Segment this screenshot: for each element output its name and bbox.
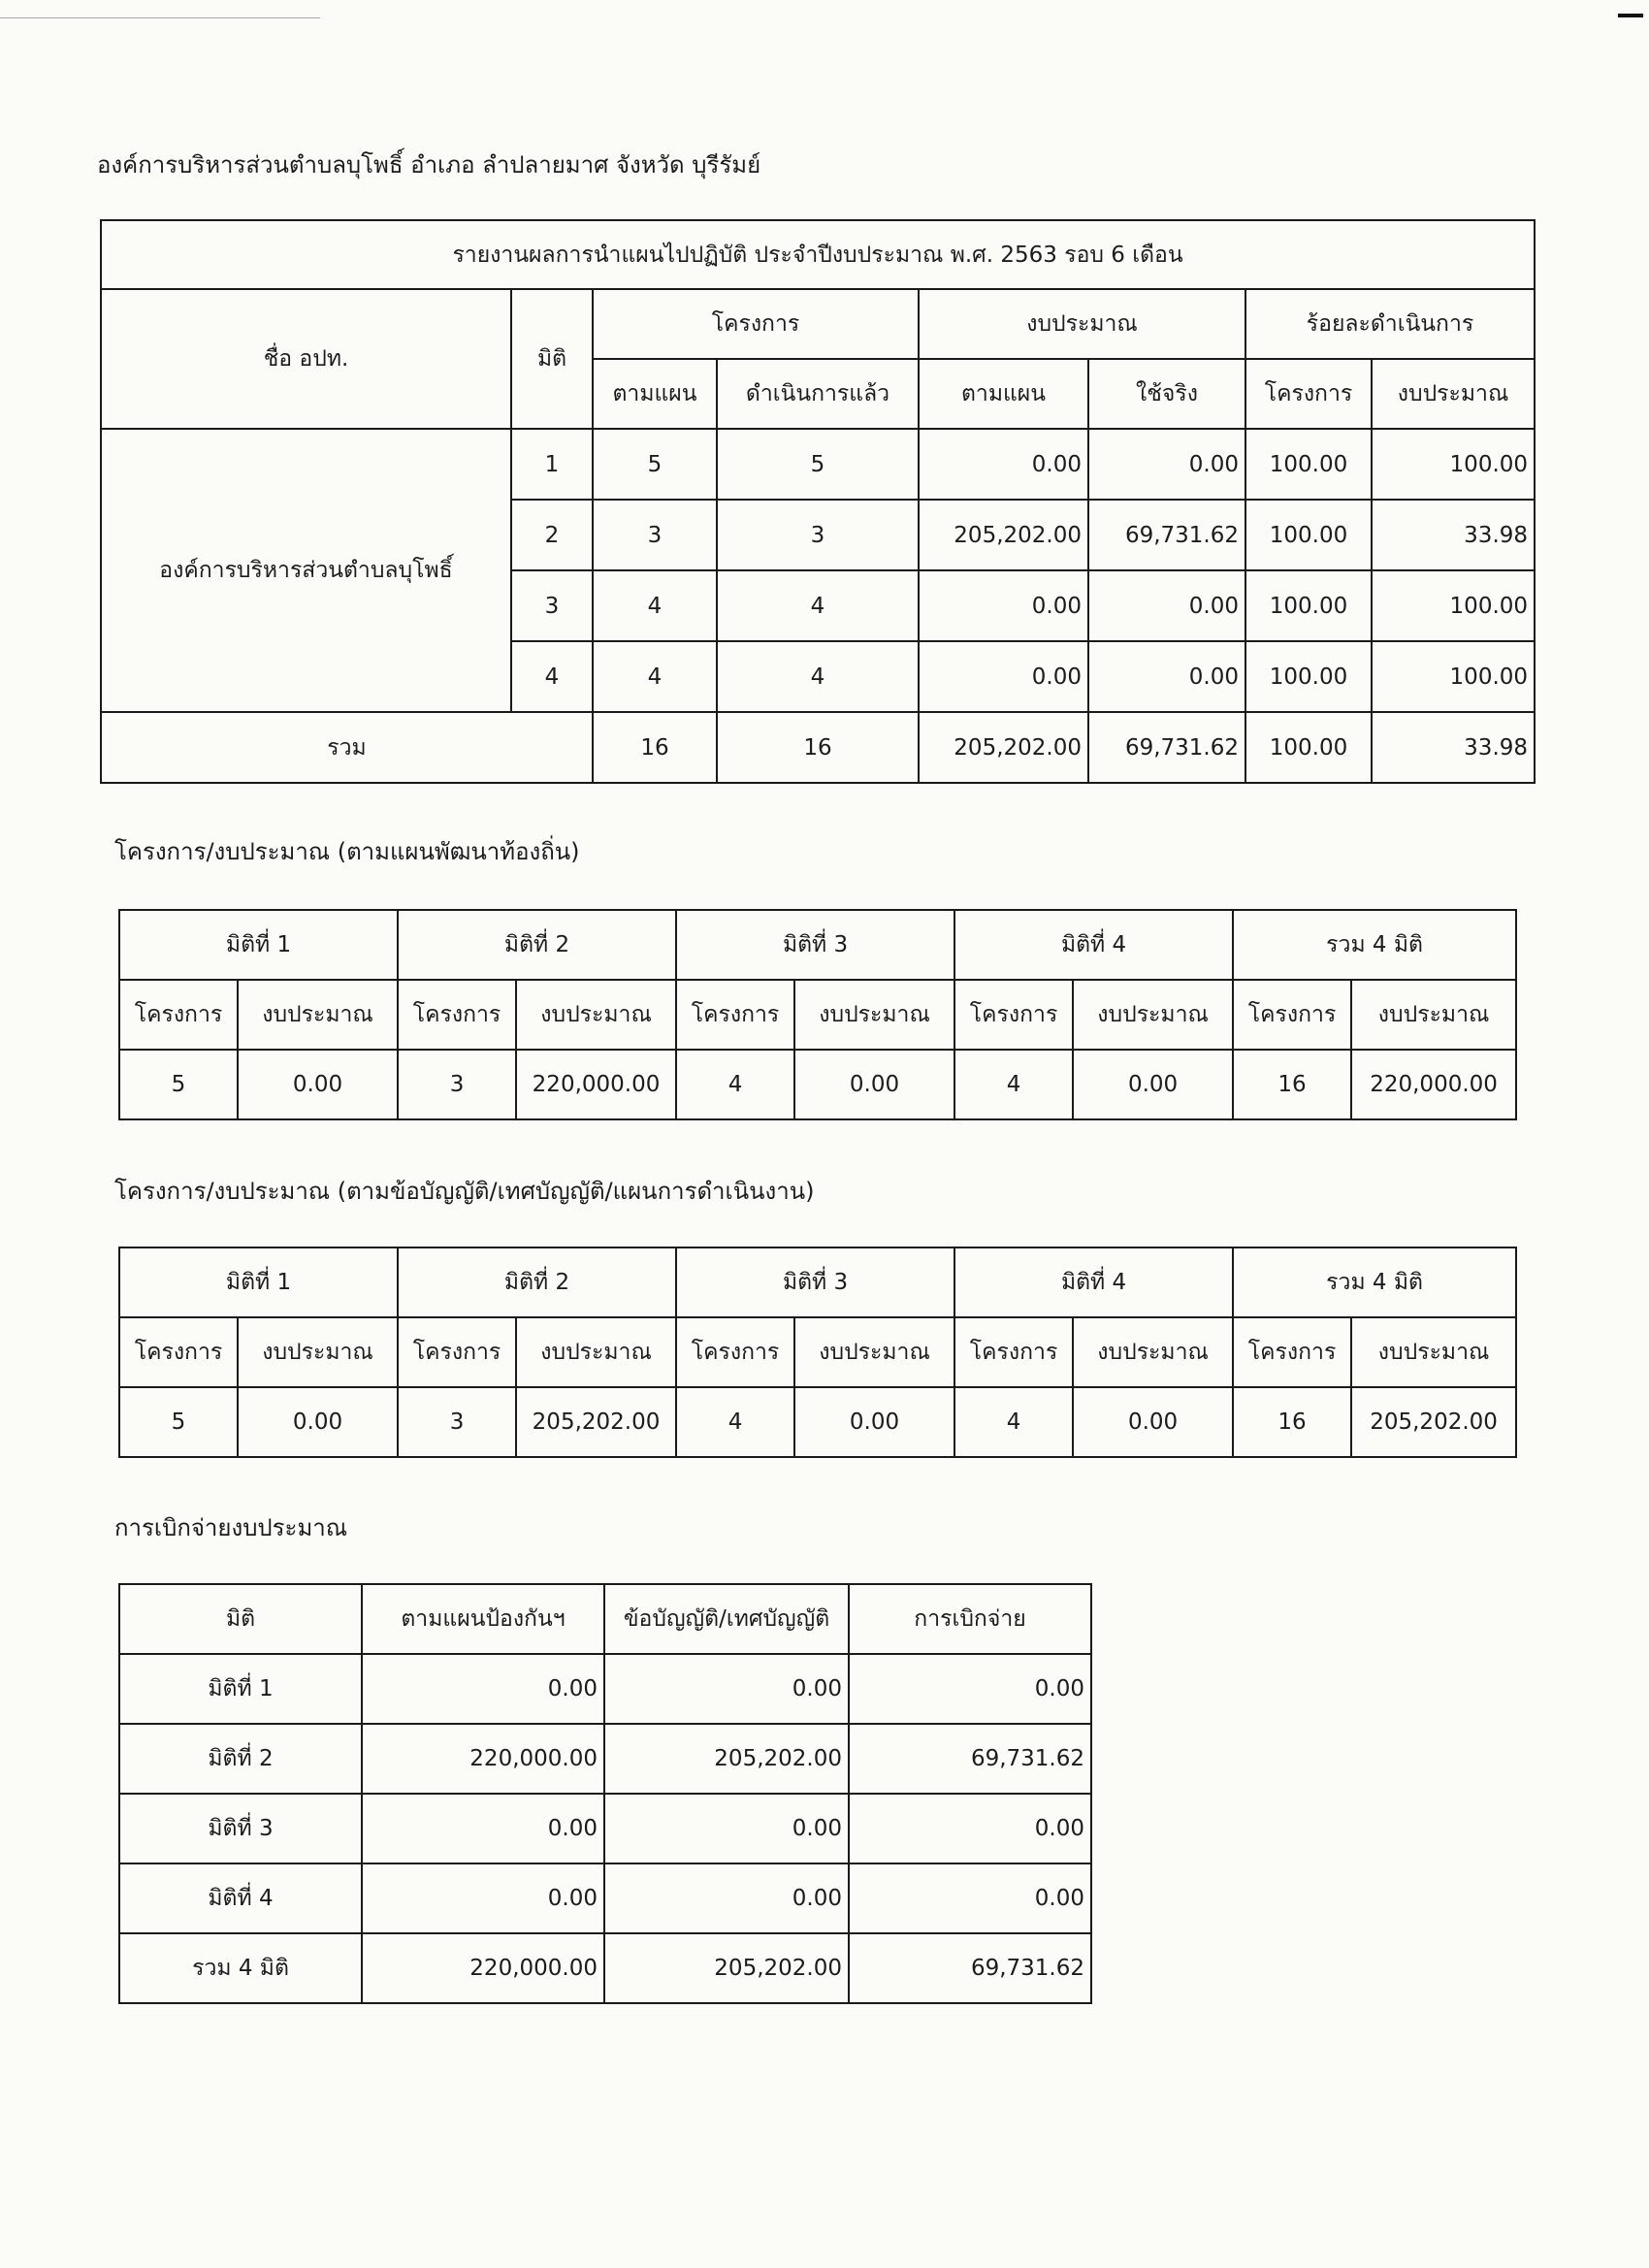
- cell-planned: 4: [593, 641, 717, 712]
- value-cell: 4: [676, 1387, 794, 1457]
- disbursement-heading: การเบิกจ่ายงบประมาณ: [114, 1514, 347, 1541]
- cell-budget-actual: 69,731.62: [1088, 500, 1245, 570]
- total-budget-planned: 205,202.00: [919, 712, 1088, 783]
- table-row: [119, 1794, 1091, 1863]
- value-cell: 3: [398, 1387, 516, 1457]
- cell-pct-budget: 100.00: [1372, 570, 1535, 641]
- cell-budget-planned: 0.00: [919, 570, 1088, 641]
- cell-dimension: มิติที่ 2: [119, 1724, 362, 1794]
- cell-done: 5: [717, 429, 919, 500]
- cell-planned: 3: [593, 500, 717, 570]
- sub-header-budget: งบประมาณ: [1351, 980, 1516, 1050]
- value-cell: 220,000.00: [516, 1050, 676, 1119]
- sub-header-projects: โครงการ: [1233, 980, 1351, 1050]
- total-label: รวม: [101, 712, 593, 783]
- cell-plan: 0.00: [362, 1863, 604, 1933]
- total-header: รวม 4 มิติ: [1233, 910, 1516, 980]
- sub-header-projects: โครงการ: [119, 980, 238, 1050]
- cell-budget-actual: 0.00: [1088, 570, 1245, 641]
- dev-plan-table: [118, 909, 1517, 1120]
- cell-dimension: 4: [511, 641, 593, 712]
- total-planned: 16: [593, 712, 717, 783]
- value-cell: 0.00: [238, 1387, 398, 1457]
- table-row: [101, 429, 1535, 500]
- value-cell: 220,000.00: [1351, 1050, 1516, 1119]
- header-disbursed: การเบิกจ่าย: [849, 1584, 1091, 1654]
- scan-mark: [1618, 14, 1643, 17]
- header-pct-projects: โครงการ: [1245, 359, 1372, 429]
- disbursement-table: [118, 1583, 1092, 2004]
- dim4-header: มิติที่ 4: [954, 910, 1233, 980]
- sub-header-projects: โครงการ: [119, 1317, 238, 1387]
- header-budget: งบประมาณ: [919, 289, 1245, 359]
- dim1-header: มิติที่ 1: [119, 910, 398, 980]
- header-dimension: มิติ: [511, 289, 593, 429]
- org-header: องค์การบริหารส่วนตำบลบุโพธิ์ อำเภอ ลำปลายมาศ จังหวัด บุรีรัมย์: [97, 151, 761, 178]
- cell-budget-actual: 0.00: [1088, 429, 1245, 500]
- sub-header-budget: งบประมาณ: [238, 1317, 398, 1387]
- total-disbursed: 69,731.62: [849, 1933, 1091, 2003]
- report-title: รายงานผลการนำแผนไปปฏิบัติ ประจำปีงบประมาณ พ.ศ. 2563 รอบ 6 เดือน: [101, 220, 1535, 289]
- cell-disbursed: 69,731.62: [849, 1724, 1091, 1794]
- cell-pct-budget: 33.98: [1372, 500, 1535, 570]
- cell-ordinance: 0.00: [604, 1863, 849, 1933]
- cell-ordinance: 0.00: [604, 1794, 849, 1863]
- value-cell: 5: [119, 1387, 238, 1457]
- cell-dimension: มิติที่ 3: [119, 1794, 362, 1863]
- header-budget-actual: ใช้จริง: [1088, 359, 1245, 429]
- sub-header-budget: งบประมาณ: [516, 980, 676, 1050]
- cell-pct-projects: 100.00: [1245, 429, 1372, 500]
- dim1-header: มิติที่ 1: [119, 1247, 398, 1317]
- cell-dimension: มิติที่ 4: [119, 1863, 362, 1933]
- table-row: [119, 1863, 1091, 1933]
- value-cell: 0.00: [1073, 1387, 1233, 1457]
- sub-header-projects: โครงการ: [676, 1317, 794, 1387]
- value-cell: 3: [398, 1050, 516, 1119]
- value-cell: 4: [676, 1050, 794, 1119]
- cell-done: 4: [717, 570, 919, 641]
- total-pct-budget: 33.98: [1372, 712, 1535, 783]
- cell-budget-planned: 0.00: [919, 641, 1088, 712]
- cell-planned: 5: [593, 429, 717, 500]
- cell-dimension: มิติที่ 1: [119, 1654, 362, 1724]
- cell-pct-projects: 100.00: [1245, 641, 1372, 712]
- scan-mark: [0, 17, 320, 18]
- cell-done: 3: [717, 500, 919, 570]
- cell-disbursed: 0.00: [849, 1863, 1091, 1933]
- cell-disbursed: 0.00: [849, 1654, 1091, 1724]
- cell-dimension: 1: [511, 429, 593, 500]
- header-done: ดำเนินการแล้ว: [717, 359, 919, 429]
- cell-pct-budget: 100.00: [1372, 429, 1535, 500]
- sub-header-budget: งบประมาณ: [238, 980, 398, 1050]
- total-row: [101, 712, 1535, 783]
- value-cell: 16: [1233, 1050, 1351, 1119]
- dim3-header: มิติที่ 3: [676, 1247, 954, 1317]
- dev-plan-heading: โครงการ/งบประมาณ (ตามแผนพัฒนาท้องถิ่น): [114, 838, 580, 865]
- cell-plan: 0.00: [362, 1654, 604, 1724]
- value-cell: 4: [954, 1387, 1073, 1457]
- report-table: [100, 219, 1536, 784]
- ordinance-table: [118, 1247, 1517, 1458]
- sub-header-projects: โครงการ: [954, 980, 1073, 1050]
- header-budget-planned: ตามแผน: [919, 359, 1088, 429]
- sub-header-budget: งบประมาณ: [516, 1317, 676, 1387]
- total-header: รวม 4 มิติ: [1233, 1247, 1516, 1317]
- dim2-header: มิติที่ 2: [398, 1247, 676, 1317]
- sub-header-projects: โครงการ: [398, 1317, 516, 1387]
- total-plan: 220,000.00: [362, 1933, 604, 2003]
- value-cell: 0.00: [238, 1050, 398, 1119]
- header-pct-budget: งบประมาณ: [1372, 359, 1535, 429]
- sub-header-projects: โครงการ: [954, 1317, 1073, 1387]
- value-cell: 205,202.00: [1351, 1387, 1516, 1457]
- dim4-header: มิติที่ 4: [954, 1247, 1233, 1317]
- header-planned: ตามแผน: [593, 359, 717, 429]
- cell-plan: 220,000.00: [362, 1724, 604, 1794]
- header-org-name: ชื่อ อปท.: [101, 289, 511, 429]
- sub-header-budget: งบประมาณ: [794, 1317, 954, 1387]
- cell-budget-planned: 205,202.00: [919, 500, 1088, 570]
- org-name-cell: องค์การบริหารส่วนตำบลบุโพธิ์: [101, 429, 511, 712]
- sub-header-budget: งบประมาณ: [1351, 1317, 1516, 1387]
- cell-budget-actual: 0.00: [1088, 641, 1245, 712]
- value-cell: 16: [1233, 1387, 1351, 1457]
- total-budget-actual: 69,731.62: [1088, 712, 1245, 783]
- cell-pct-projects: 100.00: [1245, 500, 1372, 570]
- total-ordinance: 205,202.00: [604, 1933, 849, 2003]
- cell-pct-projects: 100.00: [1245, 570, 1372, 641]
- value-cell: 4: [954, 1050, 1073, 1119]
- dim3-header: มิติที่ 3: [676, 910, 954, 980]
- total-done: 16: [717, 712, 919, 783]
- table-row: [119, 1724, 1091, 1794]
- table-row: [119, 1654, 1091, 1724]
- sub-header-projects: โครงการ: [676, 980, 794, 1050]
- value-cell: 0.00: [1073, 1050, 1233, 1119]
- total-pct-projects: 100.00: [1245, 712, 1372, 783]
- cell-budget-planned: 0.00: [919, 429, 1088, 500]
- table-row: [119, 1050, 1516, 1119]
- cell-plan: 0.00: [362, 1794, 604, 1863]
- header-projects: โครงการ: [593, 289, 919, 359]
- sub-header-budget: งบประมาณ: [1073, 1317, 1233, 1387]
- cell-planned: 4: [593, 570, 717, 641]
- sub-header-budget: งบประมาณ: [1073, 980, 1233, 1050]
- total-row: [119, 1933, 1091, 2003]
- cell-ordinance: 0.00: [604, 1654, 849, 1724]
- value-cell: 0.00: [794, 1387, 954, 1457]
- cell-dimension: 2: [511, 500, 593, 570]
- ordinance-heading: โครงการ/งบประมาณ (ตามข้อบัญญัติ/เทศบัญญัติ/แผนการดำเนินงาน): [114, 1178, 815, 1205]
- dim2-header: มิติที่ 2: [398, 910, 676, 980]
- sub-header-projects: โครงการ: [398, 980, 516, 1050]
- header-percent: ร้อยละดำเนินการ: [1245, 289, 1535, 359]
- sub-header-budget: งบประมาณ: [794, 980, 954, 1050]
- cell-disbursed: 0.00: [849, 1794, 1091, 1863]
- header-ordinance: ข้อบัญญัติ/เทศบัญญัติ: [604, 1584, 849, 1654]
- table-row: [119, 1387, 1516, 1457]
- cell-pct-budget: 100.00: [1372, 641, 1535, 712]
- sub-header-projects: โครงการ: [1233, 1317, 1351, 1387]
- cell-done: 4: [717, 641, 919, 712]
- cell-dimension: 3: [511, 570, 593, 641]
- total-label: รวม 4 มิติ: [119, 1933, 362, 2003]
- cell-ordinance: 205,202.00: [604, 1724, 849, 1794]
- value-cell: 0.00: [794, 1050, 954, 1119]
- header-plan: ตามแผนป้องกันฯ: [362, 1584, 604, 1654]
- header-dimension: มิติ: [119, 1584, 362, 1654]
- value-cell: 5: [119, 1050, 238, 1119]
- value-cell: 205,202.00: [516, 1387, 676, 1457]
